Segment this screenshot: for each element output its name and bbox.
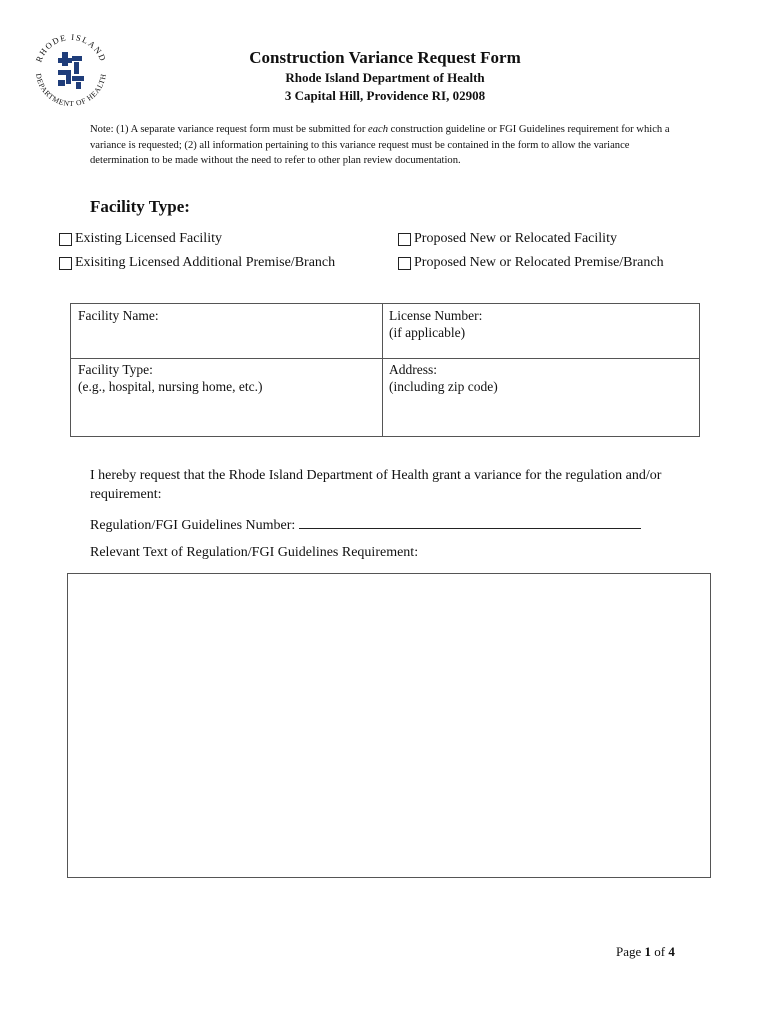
page-total: 4 <box>668 944 675 959</box>
option-existing-additional-premise[interactable] <box>59 255 335 271</box>
seal-top-text: RHODE ISLAND <box>33 31 109 64</box>
regulation-number-label: Regulation/FGI Guidelines Number: <box>90 518 296 533</box>
option-existing-licensed-facility[interactable] <box>59 231 222 247</box>
page-word: Page <box>616 944 642 959</box>
option-label: Existing Licensed Facility <box>75 231 222 246</box>
field-hint: (including zip code) <box>389 379 498 394</box>
instruction-note <box>90 122 680 169</box>
request-statement: I hereby request that the Rhode Island Department of Health grant a variance for the regulation and/or requirement: <box>90 468 662 502</box>
checkbox[interactable] <box>398 233 411 246</box>
page-number <box>616 944 675 960</box>
facility-info-table <box>70 303 700 437</box>
field-label: License Number: <box>389 308 483 323</box>
note-emphasis: each <box>368 124 388 135</box>
facility-type-field[interactable] <box>71 358 382 436</box>
option-proposed-new-facility[interactable] <box>398 231 617 247</box>
seal-bottom-text: DEPARTMENT OF HEALTH <box>34 72 108 109</box>
relevant-text-box[interactable] <box>67 573 711 878</box>
form-title: Construction Variance Request Form <box>249 48 521 67</box>
seal-emblem-icon <box>58 52 84 89</box>
field-hint: (e.g., hospital, nursing home, etc.) <box>78 379 263 394</box>
note-prefix: Note: (1) A separate variance request form must be submitted for <box>90 124 368 135</box>
field-label: Facility Name: <box>78 308 159 323</box>
page-current: 1 <box>644 944 652 959</box>
regulation-number-row <box>90 516 641 534</box>
of-word: of <box>654 944 666 959</box>
facility-name-field[interactable] <box>71 304 382 358</box>
relevant-text-label: Relevant Text of Regulation/FGI Guidelines Requirement: <box>90 545 419 560</box>
field-hint: (if applicable) <box>389 325 466 340</box>
department-seal <box>28 28 114 114</box>
option-label: Exisiting Licensed Additional Premise/Branch <box>75 255 336 270</box>
field-label: Facility Type: <box>78 362 153 377</box>
facility-type-heading: Facility Type: <box>90 197 190 216</box>
checkbox[interactable] <box>59 257 72 270</box>
checkbox[interactable] <box>398 257 411 270</box>
checkbox[interactable] <box>59 233 72 246</box>
field-label: Address: <box>389 362 437 377</box>
department-address: 3 Capital Hill, Providence RI, 02908 <box>284 88 486 103</box>
option-label: Proposed New or Relocated Facility <box>414 231 617 246</box>
license-number-field[interactable] <box>382 304 699 358</box>
note-suffix: construction guideline or FGI Guidelines requirement for which a variance is requested; (2) all information pertaining to this variance request must be contained in the form to allow the variance determination to be made without the need to refer to other plan review documentation. <box>90 124 670 166</box>
option-label: Proposed New or Relocated Premise/Branch <box>414 255 664 270</box>
regulation-number-input[interactable] <box>299 516 641 529</box>
option-proposed-new-premise[interactable] <box>398 255 664 271</box>
address-field[interactable] <box>382 358 699 436</box>
department-name: Rhode Island Department of Health <box>285 70 485 85</box>
